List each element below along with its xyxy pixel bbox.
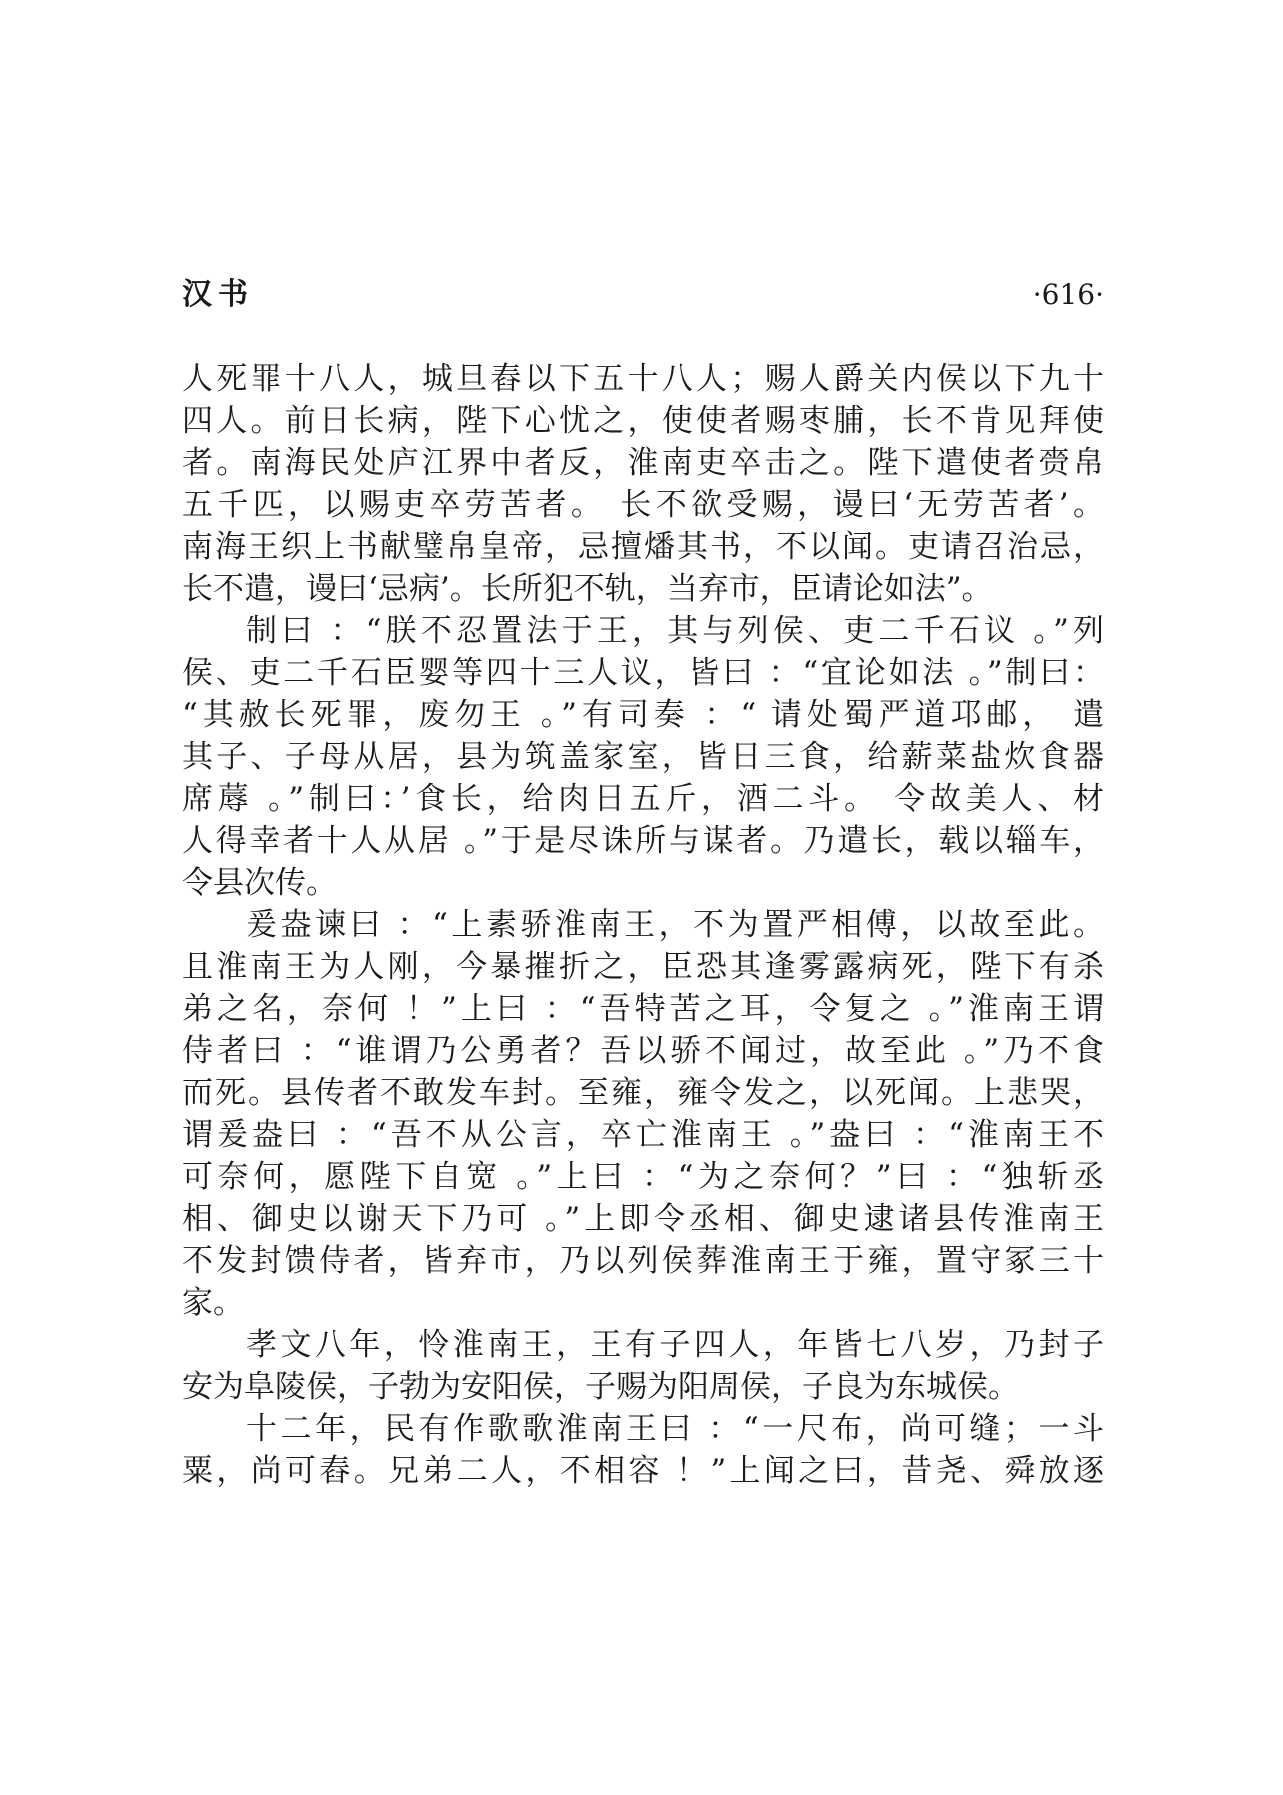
book-title: 汉书 (182, 277, 254, 312)
page-number: ·616· (1032, 278, 1104, 311)
text-line: 人得幸者十人从居 。”于是尽诛所与谋者。乃遣长，载以辎车， (182, 823, 1104, 859)
text-line: 侍者曰 ：“谁谓乃公勇者？吾以骄不闻过，故至此 。”乃不食 (182, 1033, 1104, 1069)
text-line: 人死罪十八人，城旦舂以下五十八人；赐人爵关内侯以下九十 (182, 361, 1104, 397)
text-line: 且淮南王为人刚，今暴摧折之，臣恐其逢雾露病死，陛下有杀 (182, 949, 1104, 985)
text-line: 制曰 ：“朕不忍置法于王，其与列侯、吏二千石议 。”列 (246, 613, 1104, 649)
text-line: 相、御史以谢天下乃可 。”上即令丞相、御史逮诸县传淮南王 (182, 1201, 1104, 1237)
text-line: 长不遣，谩曰‘忌病’。长所犯不轨，当弃市，臣请论如法”。 (182, 571, 993, 607)
text-line: 不发封馈侍者，皆弃市，乃以列侯葬淮南王于雍，置守冢三十 (182, 1243, 1104, 1279)
text-line: 谓爰盎曰 ：“吾不从公言，卒亡淮南王 。”盎曰 ：“淮南王不 (182, 1117, 1104, 1153)
page-header (182, 270, 1104, 320)
text-line: 家。 (182, 1285, 244, 1321)
body-text (182, 358, 1104, 1492)
text-line: 其子、子母从居，县为筑盖家室，皆日三食，给薪菜盐炊食器 (182, 739, 1104, 775)
text-line: 十二年，民有作歌歌淮南王曰 ：“一尺布，尚可缝；一斗 (246, 1411, 1104, 1447)
text-line: 令县次传。 (182, 865, 337, 901)
text-line: 席蓐 。”制曰：’食长，给肉日五斤，酒二斗。 令故美人、材 (182, 781, 1104, 817)
text-line: 爰盎谏曰 ：“上素骄淮南王，不为置严相傅，以故至此。 (246, 907, 1104, 943)
text-line: 可奈何，愿陛下自宽 。”上曰 ：“为之奈何？”曰 ：“独斩丞 (182, 1159, 1104, 1195)
text-line: 孝文八年，怜淮南王，王有子四人，年皆七八岁，乃封子 (246, 1327, 1104, 1363)
text-line: 侯、吏二千石臣婴等四十三人议，皆曰 ：“宜论如法 。”制曰： (182, 655, 1104, 691)
text-line: 而死。县传者不敢发车封。至雍，雍令发之，以死闻。上悲哭， (182, 1075, 1104, 1111)
text-line: 弟之名，奈何 ！”上曰 ：“吾特苦之耳，令复之 。”淮南王谓 (182, 991, 1104, 1027)
text-line: 安为阜陵侯，子勃为安阳侯，子赐为阳周侯，子良为东城侯。 (182, 1369, 1019, 1405)
text-line: 五千匹，以赐吏卒劳苦者。 长不欲受赐，谩曰‘无劳苦者’。 (182, 487, 1104, 523)
text-line: 四人。前日长病，陛下心忧之，使使者赐枣脯，长不肯见拜使 (182, 403, 1104, 439)
text-line: 粟，尚可舂。兄弟二人，不相容 ！”上闻之曰，昔尧、舜放逐 (182, 1453, 1104, 1489)
text-line: 南海王织上书献璧帛皇帝，忌擅燔其书，不以闻。吏请召治忌， (182, 529, 1104, 565)
text-line: “其赦长死罪，废勿王 。”有司奏 ：“ 请处蜀严道邛邮， 遣 (182, 697, 1104, 733)
text-line: 者。南海民处庐江界中者反，淮南吏卒击之。陛下遣使者赍帛 (182, 445, 1104, 481)
